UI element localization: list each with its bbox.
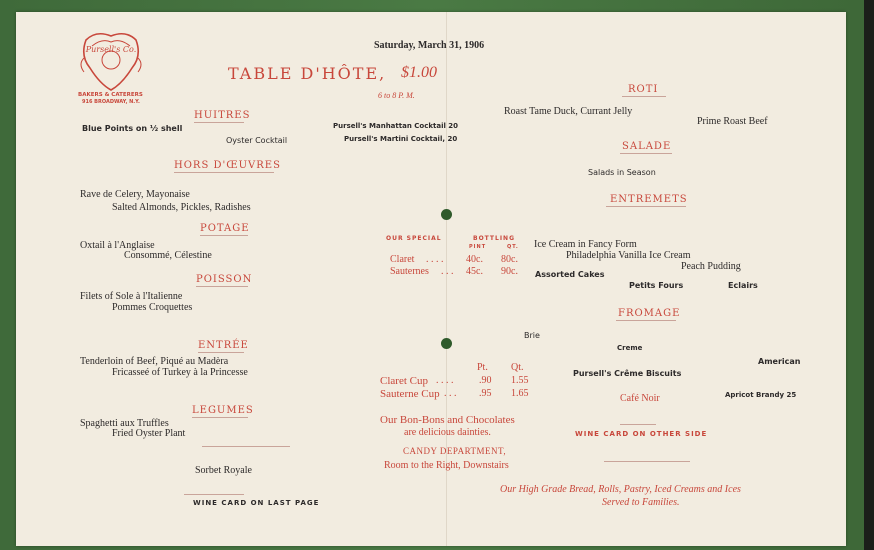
entremets-item-3: Peach Pudding bbox=[681, 261, 741, 272]
sorbet-divider bbox=[184, 494, 244, 495]
sauterne-cup-qt: 1.65 bbox=[511, 388, 529, 399]
bonbons-line-2: are delicious dainties. bbox=[404, 427, 491, 438]
logo-caption-1: BAKERS & CATERERS bbox=[78, 92, 143, 98]
entree-item-1: Tenderloin of Beef, Piqué au Madèra bbox=[80, 356, 229, 367]
special-claret-dots: . . . . bbox=[426, 254, 444, 265]
roti-rule bbox=[622, 96, 666, 97]
qt-heading: QT. bbox=[507, 244, 519, 250]
entremets-item-5: Petits Fours bbox=[629, 281, 684, 290]
legumes-item-1: Spaghetti aux Truffles bbox=[80, 418, 169, 429]
entree-heading: ENTRÉE bbox=[198, 340, 249, 351]
menu-price: $1.00 bbox=[401, 64, 437, 81]
cocktail-manhattan: Pursell's Manhattan Cocktail 20 bbox=[333, 122, 459, 130]
sorbet-item: Sorbet Royale bbox=[195, 465, 252, 476]
potage-item-2: Consommé, Célestine bbox=[124, 250, 212, 261]
fromage-item-4: Pursell's Crême Biscuits bbox=[573, 369, 682, 378]
wine-card-other-side: WINE CARD ON OTHER SIDE bbox=[575, 430, 708, 438]
cocktail-martini: Pursell's Martini Cocktail, 20 bbox=[344, 135, 458, 143]
wine-card-last-page: WINE CARD ON LAST PAGE bbox=[193, 499, 320, 507]
special-claret-qt: 80c. bbox=[501, 254, 518, 265]
menu-title: TABLE D'HÔTE, bbox=[228, 64, 387, 83]
special-claret-name: Claret bbox=[390, 254, 415, 265]
menu-card bbox=[16, 12, 846, 546]
special-sauternes-qt: 90c. bbox=[501, 266, 518, 277]
salade-rule bbox=[620, 153, 672, 154]
hors-heading: HORS D'ŒUVRES bbox=[174, 160, 281, 171]
poisson-item-2: Pommes Croquettes bbox=[112, 302, 193, 313]
poisson-heading: POISSON bbox=[196, 274, 253, 285]
salade-item-1: Salads in Season bbox=[588, 168, 656, 177]
sauterne-cup-pt: .95 bbox=[479, 388, 492, 399]
hors-item-2: Salted Almonds, Pickles, Radishes bbox=[112, 202, 251, 213]
fromage-item-6: Apricot Brandy 25 bbox=[725, 391, 797, 399]
huitres-item-1: Blue Points on ½ shell bbox=[82, 124, 183, 133]
candy-line-2: Room to the Right, Downstairs bbox=[384, 460, 509, 471]
legumes-rule bbox=[192, 417, 248, 418]
entremets-item-2: Philadelphia Vanilla Ice Cream bbox=[566, 250, 691, 261]
hors-item-1: Rave de Celery, Mayonaise bbox=[80, 189, 190, 200]
special-sauternes-name: Sauternes bbox=[390, 266, 429, 277]
fromage-heading: FROMAGE bbox=[618, 308, 681, 319]
potage-item-1: Oxtail à l'Anglaise bbox=[80, 240, 155, 251]
special-heading: OUR SPECIAL bbox=[386, 235, 442, 242]
sauterne-cup-dots: . . . bbox=[444, 388, 457, 399]
binding-hole-bottom bbox=[441, 338, 452, 349]
sauterne-cup-name: Sauterne Cup bbox=[380, 388, 440, 400]
fromage-item-5: Café Noir bbox=[620, 393, 660, 404]
huitres-rule bbox=[194, 122, 244, 123]
roti-heading: ROTI bbox=[628, 84, 659, 95]
salade-heading: SALADE bbox=[622, 141, 672, 152]
entremets-item-1: Ice Cream in Fancy Form bbox=[534, 239, 637, 250]
fromage-item-1: Brie bbox=[524, 331, 540, 340]
potage-rule bbox=[200, 235, 248, 236]
footer-line-1: Our High Grade Bread, Rolls, Pastry, Iced Creams and Ices bbox=[500, 484, 741, 495]
wine-other-rule-bottom bbox=[604, 461, 690, 462]
fromage-item-2: Creme bbox=[617, 344, 643, 352]
cups-qt-heading: Qt. bbox=[511, 362, 524, 373]
dark-edge bbox=[864, 0, 874, 550]
entree-rule bbox=[198, 352, 244, 353]
candy-line-1: CANDY DEPARTMENT, bbox=[403, 446, 507, 456]
huitres-item-2: Oyster Cocktail bbox=[226, 136, 288, 145]
logo-lettering: Pursell's Co. bbox=[85, 45, 137, 54]
wine-other-rule-top bbox=[620, 424, 656, 425]
legumes-item-2: Fried Oyster Plant bbox=[112, 428, 186, 439]
logo-crest-icon bbox=[76, 28, 146, 98]
claret-cup-pt: .90 bbox=[479, 375, 492, 386]
entremets-heading: ENTREMETS bbox=[610, 194, 688, 205]
claret-cup-qt: 1.55 bbox=[511, 375, 529, 386]
huitres-heading: HUITRES bbox=[194, 110, 251, 121]
legumes-heading: LEGUMES bbox=[192, 405, 254, 416]
fromage-rule bbox=[616, 320, 676, 321]
potage-heading: POTAGE bbox=[200, 223, 250, 234]
special-sauternes-pint: 45c. bbox=[466, 266, 483, 277]
bonbons-line-1: Our Bon-Bons and Chocolates bbox=[380, 414, 515, 426]
special-claret-pint: 40c. bbox=[466, 254, 483, 265]
special-sauternes-dots: . . . bbox=[441, 266, 454, 277]
cups-pt-heading: Pt. bbox=[477, 362, 488, 373]
menu-date: Saturday, March 31, 1906 bbox=[374, 40, 485, 51]
entree-item-2: Fricasseé of Turkey à la Princesse bbox=[112, 367, 248, 378]
roti-item-2: Prime Roast Beef bbox=[697, 116, 768, 127]
pursell-logo bbox=[76, 28, 146, 98]
claret-cup-dots: . . . . bbox=[436, 375, 454, 386]
entremets-item-6: Eclairs bbox=[728, 281, 758, 290]
fromage-item-3: American bbox=[758, 357, 801, 366]
roti-item-1: Roast Tame Duck, Currant Jelly bbox=[504, 106, 633, 117]
bottling-heading: BOTTLING bbox=[473, 235, 515, 242]
entremets-rule bbox=[606, 206, 686, 207]
binding-hole-top bbox=[441, 209, 452, 220]
menu-hours: 6 to 8 P. M. bbox=[378, 91, 415, 100]
pint-heading: PINT bbox=[469, 244, 487, 250]
entremets-item-4: Assorted Cakes bbox=[535, 270, 605, 279]
poisson-item-1: Filets of Sole à l'Italienne bbox=[80, 291, 183, 302]
legumes-divider bbox=[202, 446, 290, 447]
footer-line-2: Served to Families. bbox=[602, 497, 680, 508]
logo-caption-2: 916 BROADWAY, N.Y. bbox=[82, 99, 140, 105]
claret-cup-name: Claret Cup bbox=[380, 375, 428, 387]
poisson-rule bbox=[196, 286, 248, 287]
hors-rule bbox=[174, 172, 274, 173]
